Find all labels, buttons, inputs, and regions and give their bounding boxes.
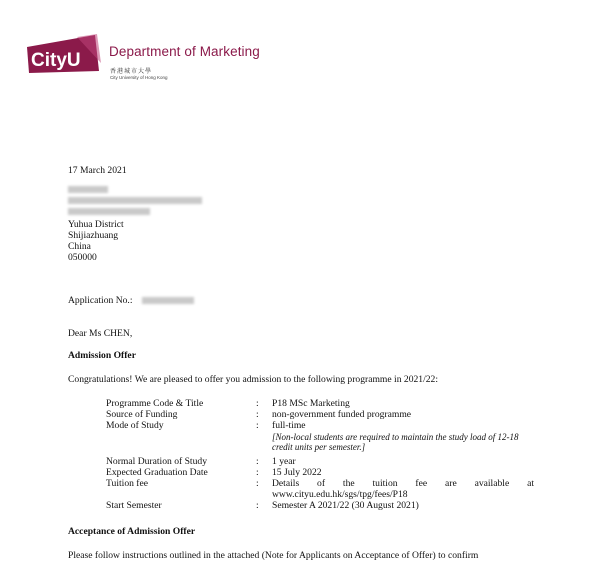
duration-value: 1 year (272, 456, 296, 467)
letter-date: 17 March 2021 (68, 165, 127, 176)
tuition-word: fee (415, 478, 428, 489)
address-line: Yuhua District (68, 219, 124, 230)
study-load-note: [Non-local students are required to maintain the study load of 12-18 (272, 432, 519, 442)
address-line: 050000 (68, 252, 97, 263)
duration-label: Normal Duration of Study (106, 456, 207, 467)
closing-paragraph: Please follow instructions outlined in the attached (Note for Applicants on Acceptance of Offer) to confirm (68, 550, 479, 561)
salutation: Dear Ms CHEN, (68, 328, 133, 339)
start-semester-value: Semester A 2021/22 (30 August 2021) (272, 500, 419, 511)
tuition-word: Details (272, 478, 300, 489)
tuition-word: of (317, 478, 326, 489)
mode-label: Mode of Study (106, 420, 164, 431)
funding-label: Source of Funding (106, 409, 178, 420)
university-name-cn: 香港城市大學 (110, 69, 153, 75)
acceptance-heading: Acceptance of Admission Offer (68, 526, 196, 537)
colon: : (256, 420, 259, 431)
colon: : (256, 409, 259, 420)
graduation-value: 15 July 2022 (272, 467, 322, 478)
mode-value: full-time (272, 420, 306, 431)
application-label: Application No.: (68, 295, 133, 306)
colon: : (256, 398, 259, 409)
colon: : (256, 456, 259, 467)
admission-offer-heading: Admission Offer (68, 350, 136, 361)
study-load-note: credit units per semester.] (272, 442, 366, 452)
redacted-application-number (142, 297, 194, 304)
programme-label: Programme Code & Title (106, 398, 204, 409)
redacted-name (68, 186, 108, 193)
programme-value: P18 MSc Marketing (272, 398, 350, 409)
tuition-url: www.cityu.edu.hk/sgs/tpg/fees/P18 (272, 489, 408, 500)
logo-text: CityU (31, 50, 81, 71)
university-name-en: City University of Hong Kong (110, 75, 168, 80)
graduation-label: Expected Graduation Date (106, 467, 208, 478)
colon: : (256, 478, 259, 489)
address-line: China (68, 241, 91, 252)
tuition-value (272, 478, 534, 489)
tuition-word: are (445, 478, 457, 489)
colon: : (256, 467, 259, 478)
tuition-word: at (527, 478, 534, 489)
colon: : (256, 500, 259, 511)
redacted-address-line2 (68, 208, 150, 215)
tuition-word: tuition (372, 478, 398, 489)
tuition-word: available (474, 478, 510, 489)
tuition-label: Tuition fee (106, 478, 149, 489)
cityu-logo (25, 33, 103, 75)
intro-paragraph: Congratulations! We are pleased to offer you admission to the following programme in 2021/22: (68, 374, 439, 385)
redacted-address-line1 (68, 197, 202, 204)
department-name: Department of Marketing (109, 44, 260, 59)
address-line: Shijiazhuang (68, 230, 119, 241)
funding-value: non-government funded programme (272, 409, 412, 420)
start-semester-label: Start Semester (106, 500, 162, 511)
tuition-word: the (342, 478, 355, 489)
